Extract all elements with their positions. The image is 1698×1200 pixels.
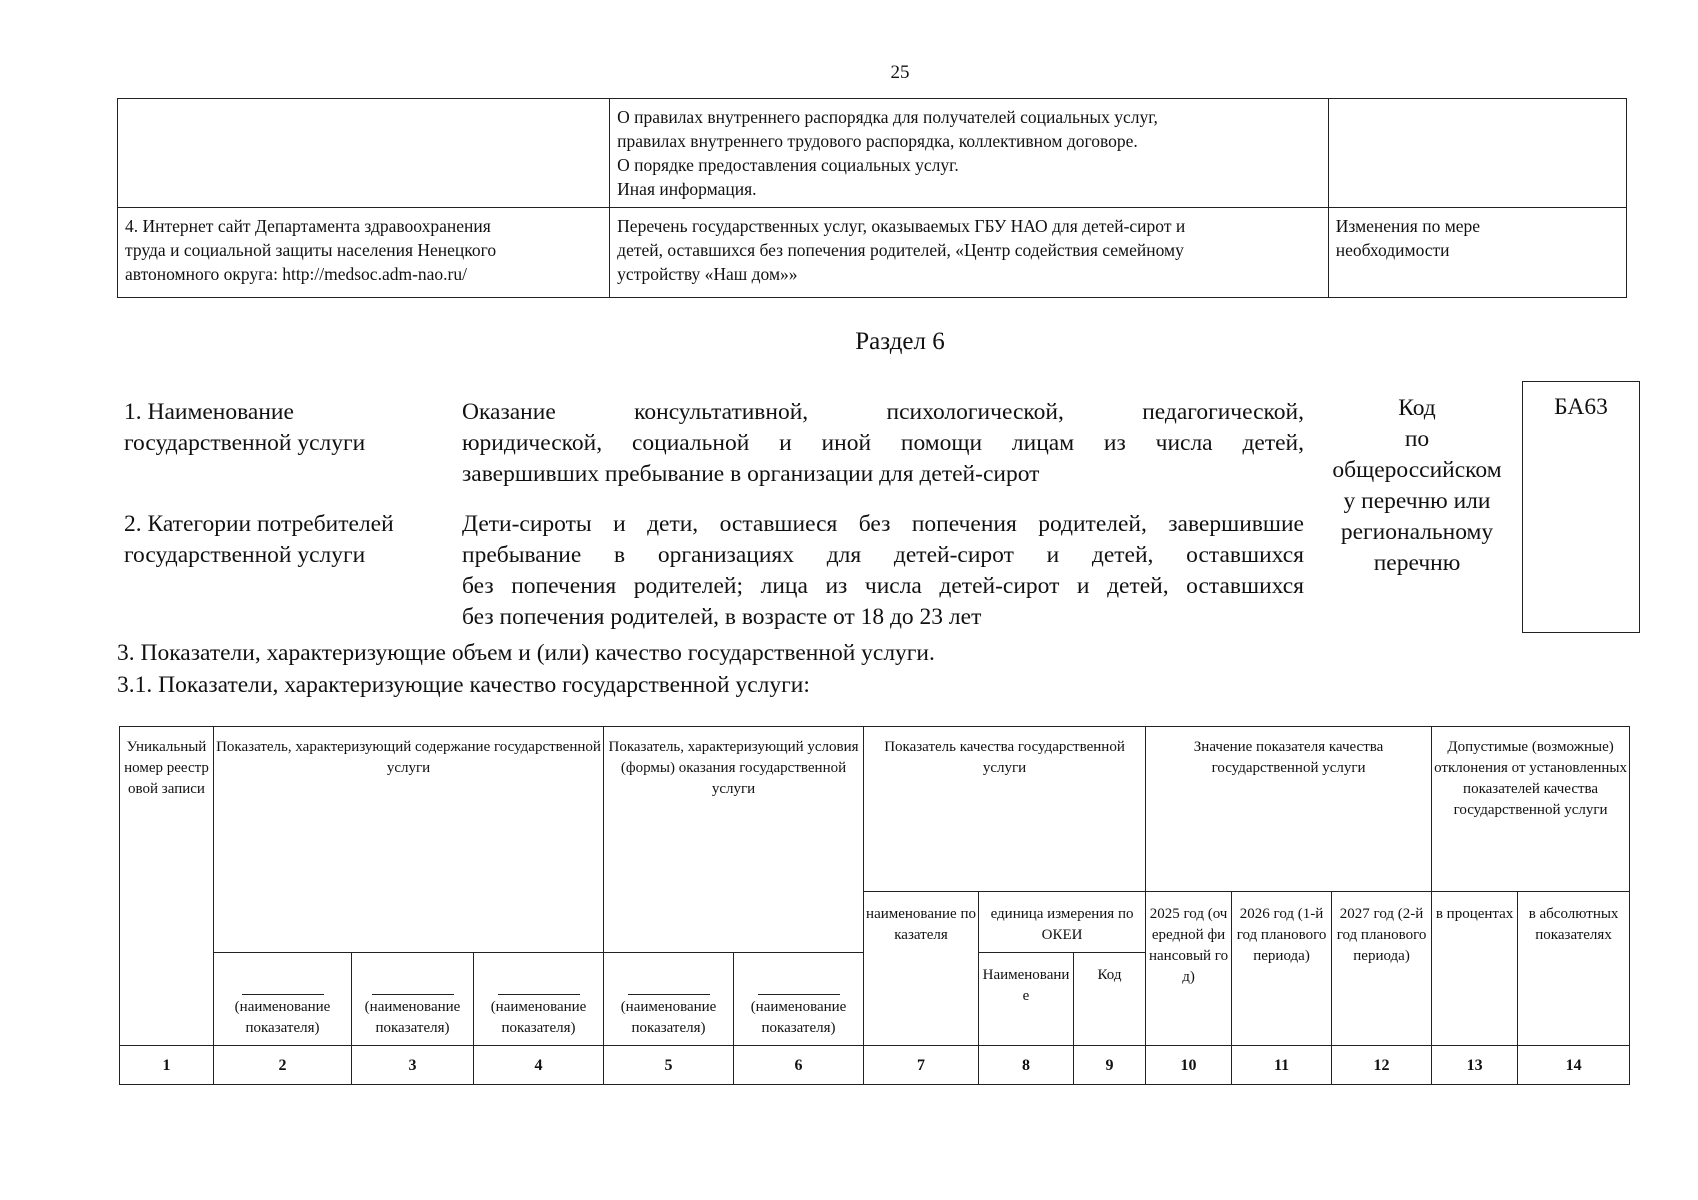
sub-label: (наименование показателя)	[490, 999, 587, 1036]
sub-label: (наименование показателя)	[620, 999, 717, 1036]
top-row2-col2	[610, 208, 1329, 298]
service-name-value	[462, 397, 1304, 490]
header-indicator-name: наименование показателя	[864, 892, 979, 1046]
text-line: государственной услуги	[124, 542, 366, 568]
header-year-2025: 2025 год (очередной финансовый год)	[1146, 892, 1232, 1046]
text-line: перечню	[1373, 550, 1461, 576]
text-line: без попечения родителей, в возрасте от 18 до 23 лет	[462, 604, 982, 630]
text-line: устройству «Наш дом»»	[617, 264, 798, 284]
sub-indicator-name-2	[352, 953, 474, 1046]
text-line: юридической, социальной и иной помощи лицам из числа детей,	[462, 430, 1304, 456]
text-line: Дети-сироты и дети, оставшиеся без попечения родителей, завершившие	[462, 511, 1304, 537]
text-line: пребывание в организациях для детей-сирот и детей, оставшихся	[462, 542, 1304, 568]
section-title: Раздел 6	[855, 328, 945, 355]
header-unit-code: Код	[1074, 953, 1146, 1046]
page-number: 25	[890, 62, 910, 83]
sub-indicator-name-3	[474, 953, 604, 1046]
text-line: государственной услуги	[124, 430, 366, 456]
header-year-2026: 2026 год (1-й год планового периода)	[1232, 892, 1332, 1046]
text-line: завершивших пребывание в организации для детей-сирот	[462, 461, 1040, 487]
top-info-table	[117, 98, 1627, 298]
column-number: 5	[604, 1046, 734, 1085]
service-name-label	[124, 397, 365, 459]
code-value-box: БА63	[1522, 381, 1640, 633]
text-line: региональному	[1340, 519, 1494, 545]
code-label	[1312, 393, 1522, 579]
column-number: 8	[979, 1046, 1074, 1085]
sub-indicator-name-1	[214, 953, 352, 1046]
text-line: автономного округа: http://medsoc.adm-nao.ru/	[125, 264, 467, 284]
consumers-value	[462, 509, 1304, 633]
text-line: Код	[1398, 395, 1436, 421]
header-conditions-indicator: Показатель, характеризующий условия (формы) оказания государственной услуги	[604, 727, 864, 953]
text-line: по	[1404, 426, 1430, 452]
sub-label: (наименование показателя)	[234, 999, 331, 1036]
column-number: 11	[1232, 1046, 1332, 1085]
column-number: 12	[1332, 1046, 1432, 1085]
text-line: общероссийском	[1332, 457, 1502, 483]
header-deviation: Допустимые (возможные) отклонения от установленных показателей качества государственной услуги	[1432, 727, 1630, 892]
text-line: О правилах внутреннего распорядка для получателей социальных услуг,	[617, 107, 1158, 127]
top-row2-col1	[118, 208, 610, 298]
column-number: 3	[352, 1046, 474, 1085]
text-line: О порядке предоставления социальных услуг.	[617, 155, 959, 175]
column-number: 2	[214, 1046, 352, 1085]
header-unique-number: Уникальный номер реестровой записи	[120, 727, 214, 1046]
column-number: 13	[1432, 1046, 1518, 1085]
table-row	[120, 727, 1630, 892]
top-row1-col3	[1328, 99, 1626, 208]
text-line: Перечень государственных услуг, оказываемых ГБУ НАО для детей-сирот и	[617, 216, 1186, 236]
consumers-label	[124, 509, 394, 571]
column-number: 4	[474, 1046, 604, 1085]
table-row	[118, 99, 1627, 208]
header-quality-value: Значение показателя качества государственной услуги	[1146, 727, 1432, 892]
text-line: детей, оставшихся без попечения родителей, «Центр содействия семейному	[617, 240, 1184, 260]
sub-label: (наименование показателя)	[750, 999, 847, 1036]
text-line: 2. Категории потребителей	[124, 511, 394, 537]
header-absolute: в абсолютных показателях	[1518, 892, 1630, 1046]
column-number: 9	[1074, 1046, 1146, 1085]
text-line: правилах внутреннего трудового распорядка, коллективном договоре.	[617, 131, 1138, 151]
sub-indicator-name-4	[604, 953, 734, 1046]
header-content-indicator: Показатель, характеризующий содержание государственной услуги	[214, 727, 604, 953]
text-line: без попечения родителей; лица из числа детей-сирот и детей, оставшихся	[462, 573, 1304, 599]
header-unit-name: Наименование	[979, 953, 1074, 1046]
quality-indicators-table	[119, 726, 1630, 1085]
header-unit: единица измерения по ОКЕИ	[979, 892, 1146, 953]
header-quality-indicator: Показатель качества государственной услуги	[864, 727, 1146, 892]
column-number: 14	[1518, 1046, 1630, 1085]
header-year-2027: 2027 год (2-й год планового периода)	[1332, 892, 1432, 1046]
table-row	[120, 1046, 1630, 1085]
sub-label: (наименование показателя)	[364, 999, 461, 1036]
top-row1-col1	[118, 99, 610, 208]
sub-indicator-name-5	[734, 953, 864, 1046]
text-line: Оказание консультативной, психологической, педагогической,	[462, 399, 1304, 425]
text-line: у перечню или	[1343, 488, 1491, 514]
column-number: 7	[864, 1046, 979, 1085]
heading-3-1: 3.1. Показатели, характеризующие качество государственной услуги:	[117, 672, 810, 698]
text-line: труда и социальной защиты населения Ненецкого	[125, 240, 497, 260]
table-row	[118, 208, 1627, 298]
text-line: 1. Наименование	[124, 399, 294, 425]
top-row1-col2	[610, 99, 1329, 208]
column-number: 10	[1146, 1046, 1232, 1085]
text-line: необходимости	[1335, 240, 1450, 260]
text-line: Изменения по мере	[1335, 216, 1481, 236]
text-line: Иная информация.	[617, 179, 757, 199]
top-row2-col3	[1328, 208, 1626, 298]
text-line: 4. Интернет сайт Департамента здравоохранения	[125, 216, 491, 236]
column-number: 1	[120, 1046, 214, 1085]
column-number: 6	[734, 1046, 864, 1085]
heading-3: 3. Показатели, характеризующие объем и (или) качество государственной услуги.	[117, 640, 935, 666]
header-percent: в процентах	[1432, 892, 1518, 1046]
